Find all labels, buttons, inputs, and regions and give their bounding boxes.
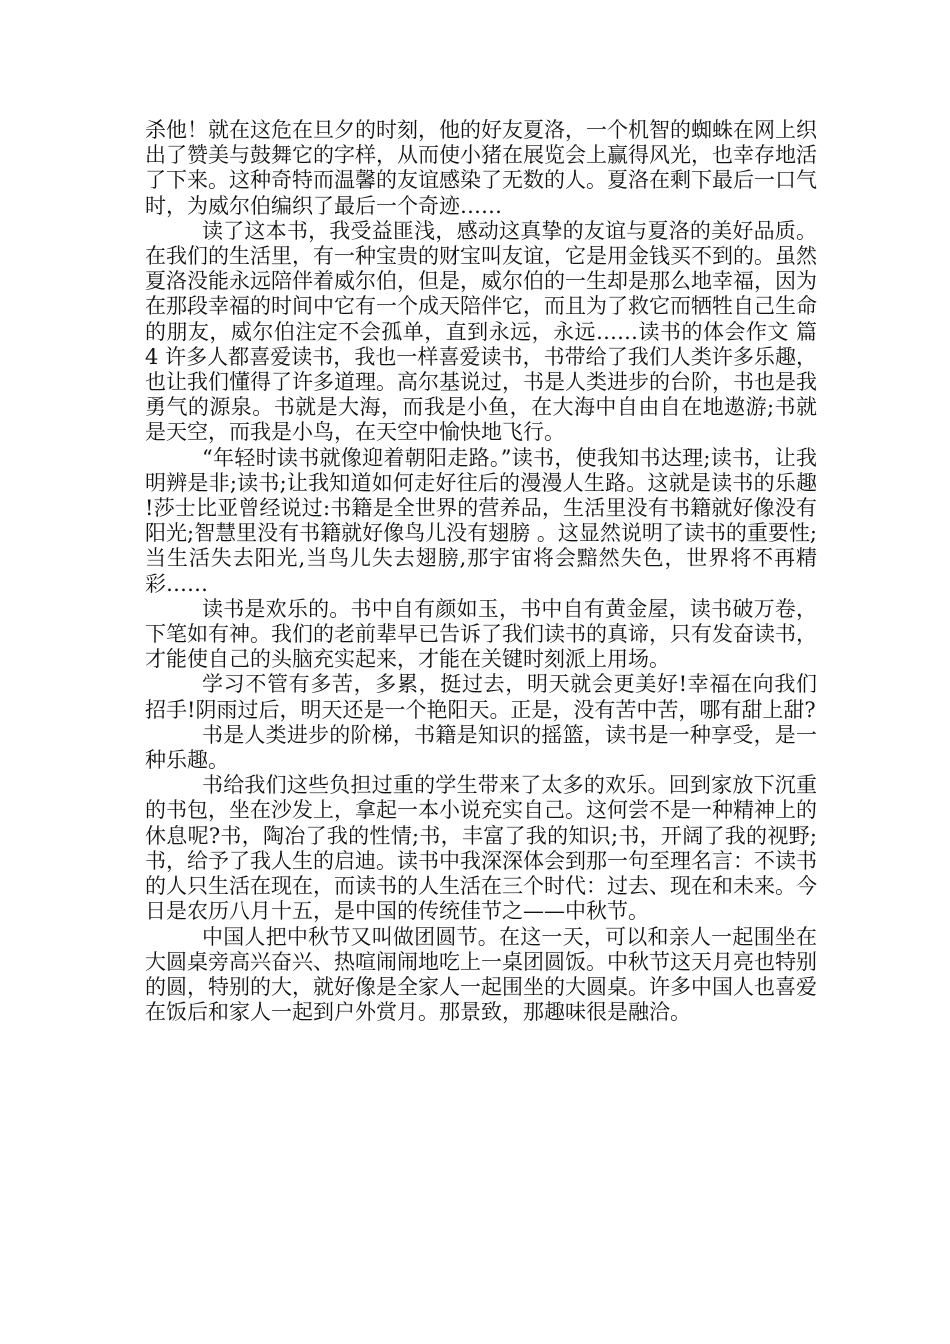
document-body (145, 118, 817, 1025)
paragraph-8: 中国人把中秋节又叫做团圆节。在这一天，可以和亲人一起围坐在大圆桌旁高兴奋兴、热喧闹闹地吃上一桌团圆饭。中秋节这天月亮也特别的圆，特别的大，就好像是全家人一起围坐的大圆桌。许多中国人也喜爱在饭后和家人一起到户外赏月。那景致，那趣味很是融洽。 (145, 924, 817, 1025)
paragraph-4: 读书是欢乐的。书中自有颜如玉，书中自有黄金屋，读书破万卷，下笔如有神。我们的老前辈早已告诉了我们读书的真谛，只有发奋读书，才能使自己的头脑充实起来，才能在关键时刻派上用场。 (145, 596, 817, 672)
paragraph-2: 读了这本书，我受益匪浅，感动这真挚的友谊与夏洛的美好品质。在我们的生活里，有一种宝贵的财宝叫友谊，它是用金钱买不到的。虽然夏洛没能永远陪伴着威尔伯，但是，威尔伯的一生却是那么地幸福，因为在那段幸福的时间中它有一个成天陪伴它，而且为了救它而牺牲自己生命的朋友，威尔伯注定不会孤单，直到永远，永远……读书的体会作文 篇 4 许多人都喜爱读书，我也一样喜爱读书，书带给了我们人类许多乐趣，也让我们懂得了许多道理。高尔基说过，书是人类进步的台阶，书也是我勇气的源泉。书就是大海，而我是小鱼，在大海中自由自在地遨游;书就是天空，而我是小鸟，在天空中愉快地飞行。 (145, 218, 817, 445)
paragraph-3: “年轻时读书就像迎着朝阳走路。”读书，使我知书达理;读书，让我明辨是非;读书;让我知道如何走好往后的漫漫人生路。这就是读书的乐趣 !莎士比亚曾经说过:书籍是全世界的营养品，生活里没有书籍就好像没有阳光;智慧里没有书籍就好像鸟儿没有翅膀 。这显然说明了读书的重要性;当生活失去阳光,当鸟儿失去翅膀,那宇宙将会黯然失色，世界将不再精彩…… (145, 445, 817, 596)
paragraph-7: 书给我们这些负担过重的学生带来了太多的欢乐。回到家放下沉重的书包，坐在沙发上，拿起一本小说充实自己。这何尝不是一种精神上的休息呢?书，陶冶了我的性情;书，丰富了我的知识;书，开阔了我的视野;书，给予了我人生的启迪。读书中我深深体会到那一句至理名言：不读书的人只生活在现在，而读书的人生活在三个时代：过去、现在和未来。今日是农历八月十五，是中国的传统佳节之——中秋节。 (145, 773, 817, 924)
paragraph-5: 学习不管有多苦，多累，挺过去，明天就会更美好!幸福在向我们招手!阴雨过后，明天还是一个艳阳天。正是，没有苦中苦，哪有甜上甜? (145, 672, 817, 722)
paragraph-1: 杀他！就在这危在旦夕的时刻，他的好友夏洛，一个机智的蜘蛛在网上织出了赞美与鼓舞它的字样，从而使小猪在展览会上赢得风光，也幸存地活了下来。这种奇特而温馨的友谊感染了无数的人。夏洛在剩下最后一口气时，为威尔伯编织了最后一个奇迹…… (145, 118, 817, 218)
paragraph-6: 书是人类进步的阶梯，书籍是知识的摇篮，读书是一种享受，是一种乐趣。 (145, 722, 817, 773)
